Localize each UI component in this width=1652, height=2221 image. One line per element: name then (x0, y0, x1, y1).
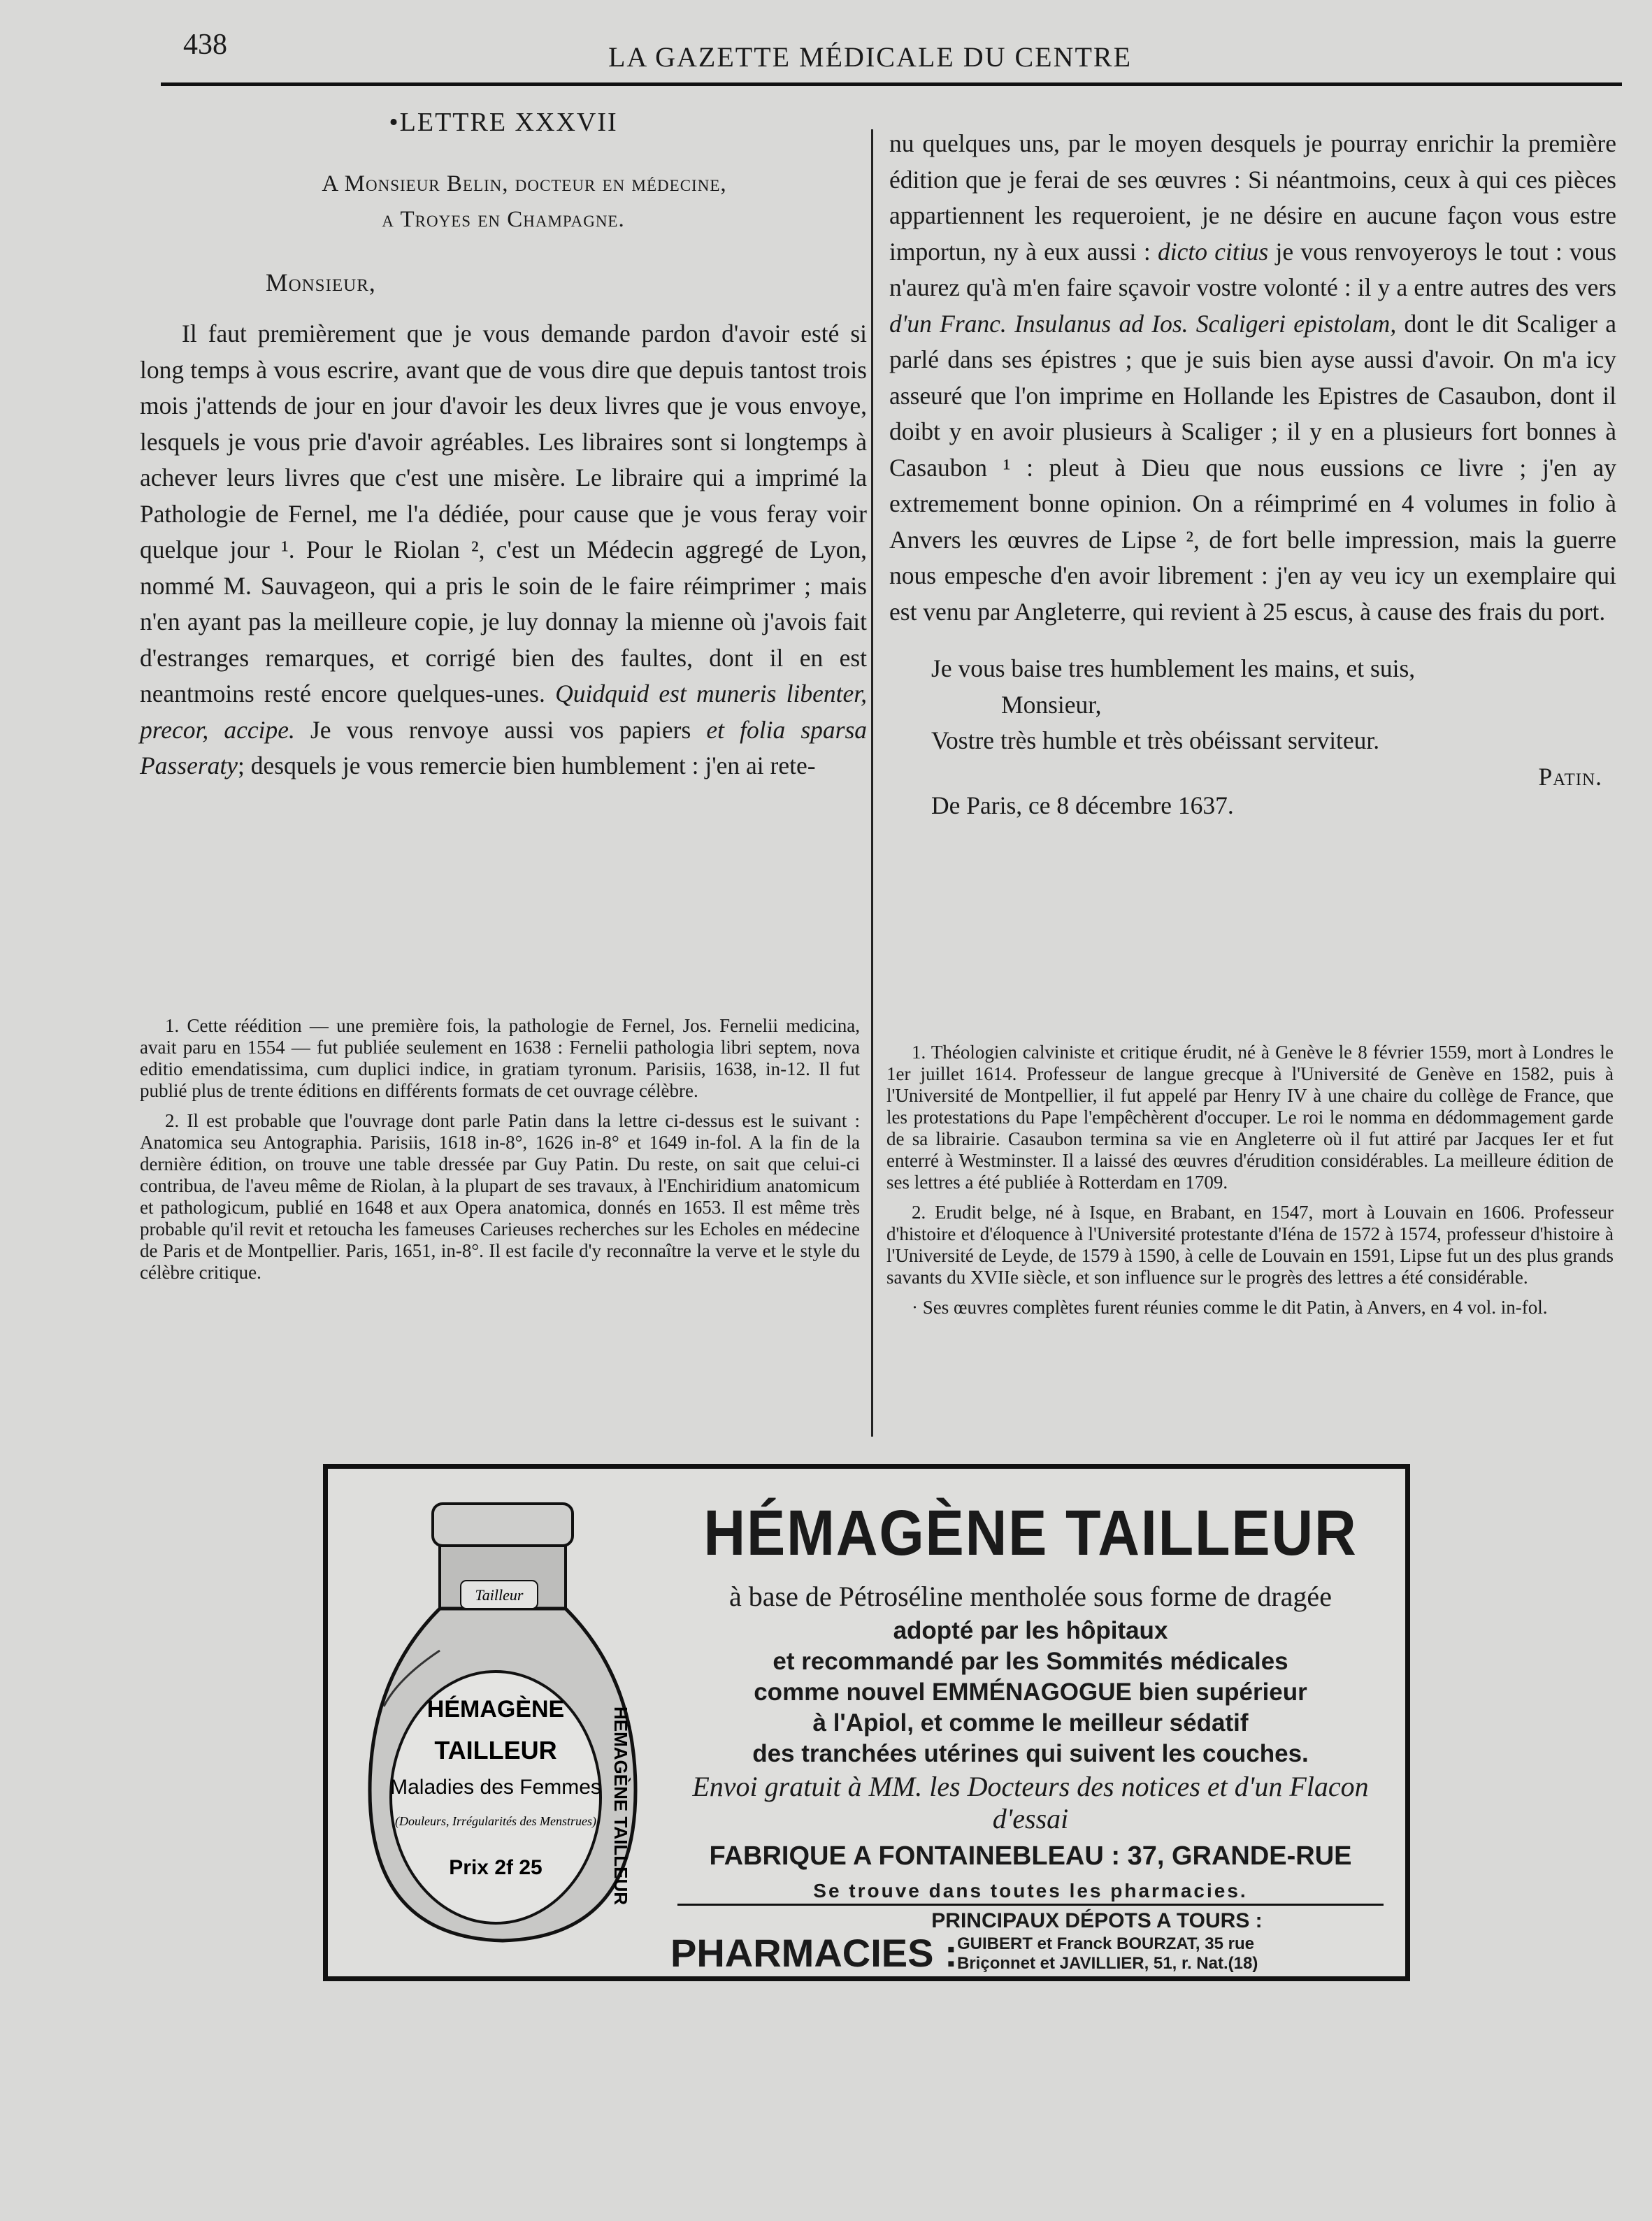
ad-availability: Se trouve dans toutes les pharmacies. (813, 1880, 1248, 1902)
latin-quote: et folia sparsa Passeraty (140, 715, 868, 779)
bottle-illustration (356, 1497, 649, 1951)
bottle-label-name: HÉMAGÈNE (426, 1696, 565, 1723)
footnotes-left (140, 1015, 860, 1292)
body-text: nu quelques uns, par le moyen desquels je pourray enrichir la première édition que je ferai de ses œuvres : Si néantmoins, ceux à qui ces pièces appartiennent les requeroient, je ne désire en aucune façon vous estre importun, ny à eux aussi : (889, 129, 1616, 266)
body-text: je vous renvoyeroys le tout : vous n'aurez qu'à m'en faire sçavoir vostre volonté : il y a entre autres des vers (889, 237, 1617, 301)
bottle-price: Prix 2f 25 (449, 1856, 543, 1879)
latin-quote: Quidquid est muneris libenter, precor, accipe. (140, 680, 868, 744)
closing-salutation: Monsieur, (1001, 690, 1102, 719)
letter-body-right (889, 126, 1616, 630)
date-line: De Paris, ce 8 décembre 1637. (931, 791, 1234, 819)
body-text: Il faut premièrement que je vous demande pardon d'avoir esté si long temps à vous escrire, avant que de vous dire que depuis tantost trois mois j'attends de jour en jour d'avoir les deux livres que je vous envoye, lesquels je vous prie d'avoir agréables. Les libraires sont si longtemps à achever leurs livres que c'est une misère. Le libraire qui a imprimé la Pathologie de Fernel, me l'a dédiée, pour cause que je vous feray voir quelque jour ¹. Pour le Riolan ², c'est un Médecin aggregé de Lyon, nommé M. Sauvageon, qui a pris le soin de le faire réimprimer ; mais n'en ayant pas la meilleure copie, je luy donnay la mienne où j'avois fait d'estranges remarques, et corrigé bien des faultes, dont il en est neantmoins resté encore quelques-unes. (140, 319, 867, 707)
header-rule (161, 82, 1622, 86)
addressee-line-1: A Monsieur Belin, docteur en médecine, (322, 171, 727, 196)
footnote: 2. Il est probable que l'ouvrage dont parle Patin dans la lettre ci-dessus est le suivant : Anatomica seu Antographia. Parisiis, 1618 in-8°, 1626 in-8° et 1649 in-fol. A la fin de la dernière édition, on trouve une table dressée par Guy Patin. Du reste, on sait que celui-ci contribua, de l'aveu même de Riolan, à la plupart de ses travaux, à l'Enchiridium anatomicum et pathologicum, publié en 1648 et aux Opera anatomica, donnés en 1653. Il est même très probable qu'il revit et retoucha les fameuses Carieuses recherches sur les Echoles en médecine de Paris et de Montpellier. Paris, 1651, in-8°. Il est facile d'y reconnaître la verve et le style du célèbre critique. (140, 1110, 860, 1283)
ad-pharmacy-line: GUIBERT et Franck BOURZAT, 35 rue (957, 1934, 1254, 1953)
addressee-line-2: a Troyes en Champagne. (382, 207, 625, 232)
ad-title: HÉMAGÈNE TAILLEUR (703, 1497, 1358, 1569)
bottle-side-text: HÉMAGÈNE TAILLEUR (610, 1706, 631, 1906)
ad-subtitle: à base de Pétroséline mentholée sous forme de dragée (729, 1581, 1332, 1612)
page-number: 438 (183, 29, 227, 61)
ad-offer: Envoi gratuit à MM. les Docteurs des notices et d'un Flacon d'essai (692, 1771, 1369, 1834)
ad-claim-line: comme nouvel EMMÉNAGOGUE bien supérieur (754, 1679, 1307, 1706)
closing-servant: Vostre très humble et très obéissant serviteur. (931, 726, 1380, 754)
latin-quote: dicto citius (1158, 237, 1269, 266)
bottle-label-brand: TAILLEUR (434, 1736, 557, 1764)
ad-pharmacies-addresses (957, 1934, 1258, 1974)
bottle-cap-label: Tailleur (475, 1586, 524, 1604)
footnotes-right (886, 1042, 1614, 1327)
footnote: 1. Théologien calviniste et critique érudit, né à Genève le 8 février 1559, mort à Londres le 1er juillet 1614. Professeur de langue grecque à l'Université de Genève en 1582, puis à l'Université de Montpellier, il fut appelé par Henry IV à une chaire du collège de France, que les protestations du Pape l'empêchèrent d'occuper. Le roi le nomma en dédommagement garde de sa librairie. Casaubon termina sa vie en Angleterre où il fut attiré par Jacques Ier et fut enterré à Westminster. Il a laissé des œuvres d'érudition considérables. La meilleure édition de ses lettres a été publiée à Rotterdam en 1709. (886, 1042, 1614, 1193)
ad-claim-line: adopté par les hôpitaux (893, 1617, 1168, 1644)
ad-claim-line: et recommandé par les Sommités médicales (773, 1648, 1288, 1675)
signature: Patin. (1538, 762, 1602, 791)
ad-claim-line: à l'Apiol, et comme le meilleur sédatif (812, 1709, 1249, 1737)
ad-claims (663, 1616, 1398, 1769)
footnote: · Ses œuvres complètes furent réunies comme le dit Patin, à Anvers, en 4 vol. in-fol. (912, 1297, 1548, 1318)
latin-quote: d'un Franc. Insulanus ad Ios. Scaligeri epistolam, (889, 309, 1397, 338)
body-text: ; desquels je vous remercie bien humblement : j'en ai rete- (238, 752, 816, 779)
body-text: dont le dit Scaliger a parlé dans ses épistres ; que je suis bien ayse aussi d'avoir. On m'a icy asseuré que l'on imprime en Hollande les Epistres de Casaubon, dont il doibt y en avoir plusieurs à Scaliger ; il y en a plusieurs fort bonnes à Casaubon ¹ : pleut à Dieu que nous eussions ce livre ; j'en ay extremement bonne opinion. On a réimprimé en 4 volumes in folio à Anvers les œuvres de Lipse ², de fort belle impression, mais la guerre nous empesche d'en avoir librement : j'en ay veu icy un exemplaire qui est venu par Angleterre, qui revient à 25 escus, à cause des frais du port. (889, 309, 1616, 626)
ad-pharmacies-label: PHARMACIES : (670, 1931, 958, 1975)
body-text: Je vous renvoye aussi vos papiers (310, 715, 691, 744)
salutation: Monsieur, (266, 268, 376, 296)
bottle-label-detail: (Douleurs, Irrégularités des Menstrues) (395, 1814, 596, 1828)
closing: Je vous baise tres humblement les mains, et suis, (931, 654, 1416, 682)
left-column (140, 105, 867, 784)
running-title: LA GAZETTE MÉDICALE DU CENTRE (608, 41, 1133, 73)
ad-pharmacy-line: Briçonnet et JAVILLIER, 51, r. Nat.(18) (957, 1954, 1258, 1973)
bottle-label-use: Maladies des Femmes (390, 1776, 601, 1799)
footnote: 2. Erudit belge, né à Isque, en Brabant, en 1547, mort à Louvain en 1606. Professeur d'histoire et d'éloquence à l'Université protestante d'Iéna de 1572 à 1574, professeur d'histoire à l'Université de Leyde, de 1579 à 1590, à celle de Louvain en 1591, Lipse fut un des plus grands savants du XVIIe siècle, et son influence sur le progrès des lettres a été considérable. (886, 1202, 1614, 1288)
ad-depots-heading: PRINCIPAUX DÉPOTS A TOURS : (931, 1909, 1263, 1932)
letter-body-left (140, 316, 867, 784)
ad-factory: FABRIQUE A FONTAINEBLEAU : 37, GRANDE-RUE (709, 1841, 1352, 1871)
letter-title: •LETTRE XXXVII (389, 108, 618, 137)
footnote: 1. Cette réédition — une première fois, la pathologie de Fernel, Jos. Fernelii medicina, avait paru en 1554 — fut publiée seulement en 1638 : Fernelii pathologia libri septem, nova editio emendatissima, cum duplici indice, in gratiam tyronum. Parisiis, 1638, in-12. Il fut publié plus de trente éditions en différents formats de cet ouvrage célèbre. (140, 1015, 860, 1101)
right-column (889, 126, 1616, 824)
ad-claim-line: des tranchées utérines qui suivent les couches. (752, 1740, 1309, 1767)
advertisement (323, 1464, 1410, 1981)
column-rule (871, 129, 873, 1437)
